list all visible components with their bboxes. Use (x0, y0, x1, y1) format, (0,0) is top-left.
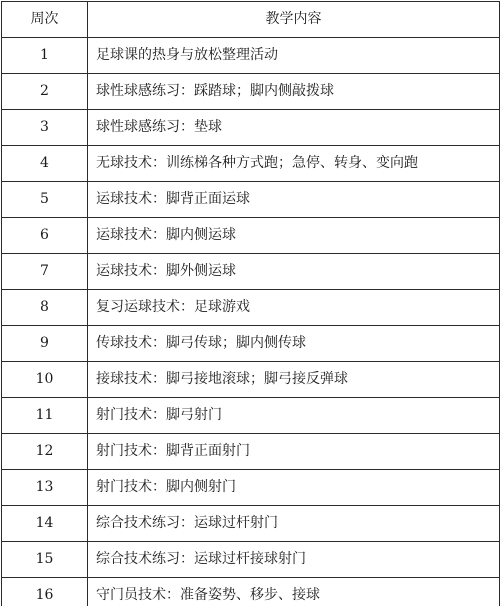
content-cell: 无球技术：训练梯各种方式跑；急停、转身、变向跑 (88, 146, 500, 182)
table-row (2, 290, 500, 326)
content-cell: 运球技术：脚背正面运球 (88, 182, 500, 218)
table-header (2, 2, 500, 38)
week-cell: 2 (2, 74, 88, 110)
week-cell: 5 (2, 182, 88, 218)
content-cell: 守门员技术：准备姿势、移步、接球 (88, 578, 500, 606)
table-row (2, 182, 500, 218)
week-cell: 10 (2, 362, 88, 398)
table-row (2, 542, 500, 578)
content-cell: 复习运球技术：足球游戏 (88, 290, 500, 326)
content-cell: 足球课的热身与放松整理活动 (88, 38, 500, 74)
week-cell: 11 (2, 398, 88, 434)
week-cell: 16 (2, 578, 88, 606)
content-cell: 球性球感练习：垫球 (88, 110, 500, 146)
week-cell: 1 (2, 38, 88, 74)
table-row (2, 398, 500, 434)
table-row (2, 362, 500, 398)
content-cell: 射门技术：脚内侧射门 (88, 470, 500, 506)
week-cell: 6 (2, 218, 88, 254)
header-content: 教学内容 (88, 2, 500, 38)
content-cell: 接球技术：脚弓接地滚球；脚弓接反弹球 (88, 362, 500, 398)
content-cell: 综合技术练习：运球过杆接球射门 (88, 542, 500, 578)
week-cell: 15 (2, 542, 88, 578)
table-row (2, 434, 500, 470)
week-cell: 8 (2, 290, 88, 326)
week-cell: 3 (2, 110, 88, 146)
table-row (2, 578, 500, 606)
content-cell: 射门技术：脚背正面射门 (88, 434, 500, 470)
table-row (2, 218, 500, 254)
table-body (2, 38, 500, 606)
week-cell: 14 (2, 506, 88, 542)
week-cell: 4 (2, 146, 88, 182)
week-cell: 7 (2, 254, 88, 290)
header-week: 周次 (2, 2, 88, 38)
table-row (2, 146, 500, 182)
table-row (2, 74, 500, 110)
content-cell: 运球技术：脚内侧运球 (88, 218, 500, 254)
content-cell: 传球技术：脚弓传球；脚内侧传球 (88, 326, 500, 362)
content-cell: 综合技术练习：运球过杆射门 (88, 506, 500, 542)
week-cell: 9 (2, 326, 88, 362)
table-row (2, 506, 500, 542)
teaching-schedule-table (1, 1, 500, 606)
table-row (2, 38, 500, 74)
table-row (2, 326, 500, 362)
content-cell: 运球技术：脚外侧运球 (88, 254, 500, 290)
header-row (2, 2, 500, 38)
content-cell: 射门技术：脚弓射门 (88, 398, 500, 434)
table-row (2, 254, 500, 290)
week-cell: 12 (2, 434, 88, 470)
content-cell: 球性球感练习：踩踏球；脚内侧敲拨球 (88, 74, 500, 110)
table-row (2, 110, 500, 146)
table-row (2, 470, 500, 506)
week-cell: 13 (2, 470, 88, 506)
